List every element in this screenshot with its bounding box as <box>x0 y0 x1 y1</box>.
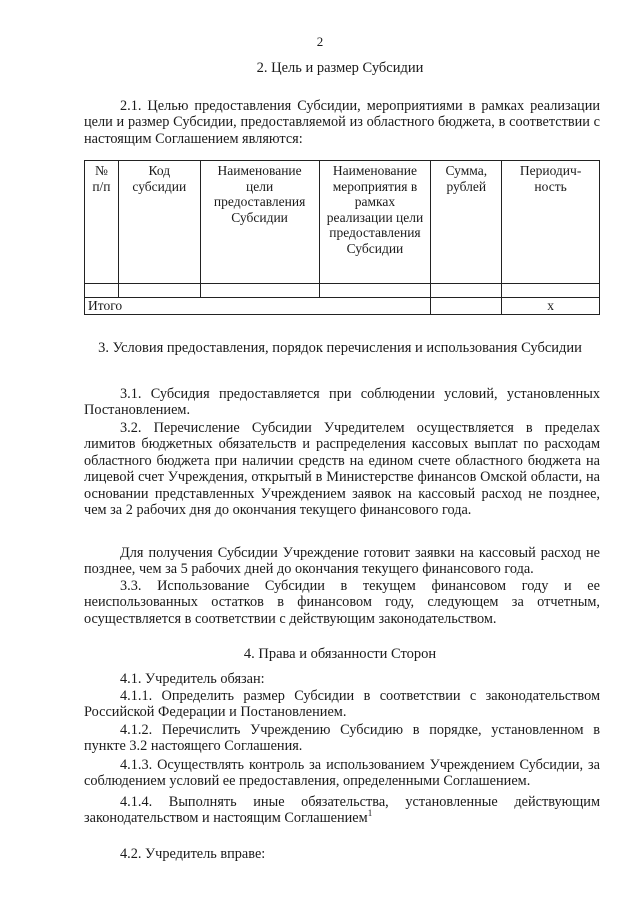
table-header-row <box>85 161 600 284</box>
table-cell <box>502 284 600 298</box>
paragraph-3-2: 3.2. Перечисление Субсидии Учредителем осуществляется в пределах лимитов бюджетных обязательств и распределения кассовых выплат по расходам областного бюджета при наличии средств на едином счете областного бюджета на лицевой счет Учреждения, открытый в Министерстве финансов Омской области, на основании представленных Учреждением заявок на кассовый расход не позднее, чем за 2 рабочих дня до окончания текущего финансового года. <box>84 420 600 519</box>
total-periodicity-mark: x <box>502 298 600 315</box>
page-number: 2 <box>316 34 324 49</box>
total-amount-cell <box>431 298 502 315</box>
paragraph-3-2-note: Для получения Субсидии Учреждение готовит заявки на кассовый расход не позднее, чем за 5 рабочих дней до окончания текущего финансового года. <box>84 545 600 578</box>
footnote-ref: 1 <box>367 808 373 819</box>
section-4-heading: 4. Права и обязанности Сторон <box>243 646 437 662</box>
paragraph-4-1-4 <box>84 794 600 827</box>
table-cell <box>85 284 119 298</box>
paragraph-3-3: 3.3. Использование Субсидии в текущем финансовом году и ее неиспользованных остатков в финансовом году, следующем за отчетным, осуществляется в соответствии с действующим законодательством. <box>84 578 600 627</box>
paragraph-2-1: 2.1. Целью предоставления Субсидии, мероприятиями в рамках реализации цели и размер Субсидии, предоставляемой из областного бюджета, в соответствии с настоящим Соглашением являются: <box>84 98 600 147</box>
paragraph-4-1: 4.1. Учредитель обязан: <box>120 671 265 687</box>
header-cell-number: № п/п <box>85 161 119 284</box>
paragraph-4-1-4-text: 4.1.4. Выполнять иные обязательства, установленные действующим законодательством и настоящим Соглашением <box>84 794 600 827</box>
header-cell-periodicity: Периодич-ность <box>502 161 600 284</box>
paragraph-4-1-3: 4.1.3. Осуществлять контроль за использованием Учреждением Субсидии, за соблюдением условий ее предоставления, определенными Соглашением. <box>84 757 600 790</box>
table-row <box>85 284 600 298</box>
paragraph-4-1-2: 4.1.2. Перечислить Учреждению Субсидию в порядке, установленном в пункте 3.2 настоящего Соглашения. <box>84 722 600 755</box>
header-cell-activity: Наименование мероприятия в рамках реализации цели предоставления Субсидии <box>319 161 431 284</box>
section-2-heading: 2. Цель и размер Субсидии <box>256 60 424 76</box>
section-3-heading: 3. Условия предоставления, порядок перечисления и использования Субсидии <box>98 340 582 356</box>
paragraph-3-1: 3.1. Субсидия предоставляется при соблюдении условий, установленных Постановлением. <box>84 386 600 419</box>
table-cell <box>431 284 502 298</box>
header-cell-goal: Наименование цели предоставления Субсидии <box>200 161 319 284</box>
table-cell <box>200 284 319 298</box>
header-cell-code: Код субсидии <box>118 161 200 284</box>
table-cell <box>118 284 200 298</box>
header-cell-amount: Сумма, рублей <box>431 161 502 284</box>
table-total-row <box>85 298 600 315</box>
table-cell <box>319 284 431 298</box>
subsidy-table <box>84 160 600 315</box>
paragraph-4-2: 4.2. Учредитель вправе: <box>120 846 266 862</box>
total-label: Итого <box>85 298 431 315</box>
paragraph-4-1-1: 4.1.1. Определить размер Субсидии в соответствии с законодательством Российской Федерации и Постановлением. <box>84 688 600 721</box>
